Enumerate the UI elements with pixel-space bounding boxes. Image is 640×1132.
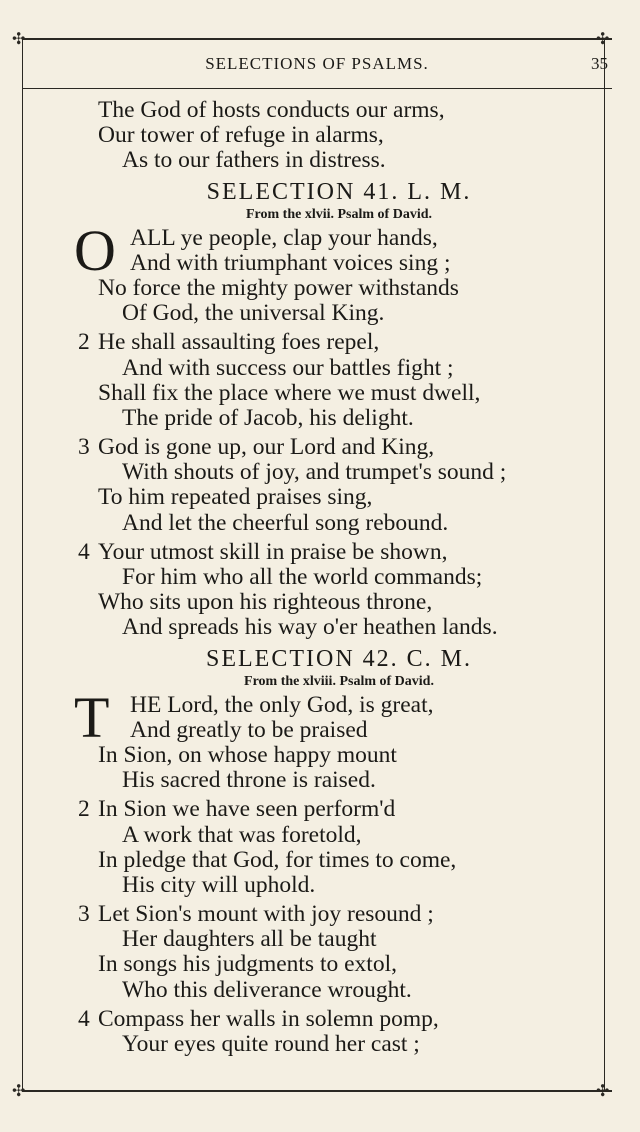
verse-number: 4 bbox=[78, 538, 90, 565]
verse-line: 2 He shall assaulting foes repel, bbox=[78, 329, 380, 356]
verse-line: His city will uphold. bbox=[122, 871, 316, 898]
verse-line: Her daughters all be taught bbox=[122, 926, 377, 953]
verse-line: No force the mighty power withstands bbox=[98, 274, 459, 301]
verse-number: 4 bbox=[78, 1005, 90, 1032]
page-header bbox=[22, 54, 612, 80]
verse-line: For him who all the world commands; bbox=[122, 564, 483, 590]
stanza bbox=[74, 217, 618, 327]
verse-line: HE Lord, the only God, is great, bbox=[130, 691, 434, 718]
stanza bbox=[74, 684, 618, 794]
verse-number: 3 bbox=[78, 901, 90, 928]
bottom-border-rule bbox=[22, 1090, 612, 1092]
header-divider-rule bbox=[22, 88, 612, 89]
selection-source: From the xlviii. Psalm of David. bbox=[244, 673, 434, 689]
selection-title: SELECTION 42. C. M. bbox=[206, 645, 472, 672]
verse-line: The pride of Jacob, his delight. bbox=[122, 404, 414, 431]
selection-source: From the xlvii. Psalm of David. bbox=[245, 206, 432, 222]
verse-line: With shouts of joy, and trumpet's sound ; bbox=[122, 459, 507, 486]
verse-number: 3 bbox=[78, 434, 90, 461]
running-title: SELECTIONS OF PSALMS. bbox=[205, 54, 429, 73]
left-border-rule bbox=[22, 38, 23, 1090]
verse-line: 2 In Sion we have seen perform'd bbox=[78, 796, 396, 823]
verse-line: His sacred throne is raised. bbox=[122, 767, 376, 794]
verse-line: 4 Compass her walls in solemn pomp, bbox=[78, 1005, 439, 1032]
page-number: 35 bbox=[591, 54, 608, 73]
drop-cap: T bbox=[74, 684, 110, 750]
corner-ornament-icon: ✣ bbox=[12, 29, 26, 48]
verse-line: And let the cheerful song rebound. bbox=[122, 509, 449, 536]
stanza bbox=[78, 540, 618, 641]
drop-cap: O bbox=[74, 217, 116, 283]
verse-line: Who sits upon his righteous throne, bbox=[98, 589, 433, 616]
corner-ornament-icon: ✣ bbox=[596, 29, 610, 48]
stanza bbox=[78, 435, 618, 536]
verse-line: To him repeated praises sing, bbox=[98, 484, 373, 511]
verse-line: Of God, the universal King. bbox=[122, 300, 385, 327]
verse-line: Shall fix the place where we must dwell, bbox=[98, 379, 481, 406]
verse-line: The God of hosts conducts our arms, bbox=[98, 97, 445, 123]
selection-title: SELECTION 41. L. M. bbox=[206, 178, 472, 205]
stanza bbox=[78, 330, 618, 431]
verse-line: And with success our battles fight ; bbox=[122, 354, 454, 381]
continued-stanza bbox=[78, 98, 618, 174]
verse-line: Our tower of refuge in alarms, bbox=[98, 122, 384, 149]
verse-line: And with triumphant voices sing ; bbox=[130, 249, 451, 276]
corner-ornament-icon: ✣ bbox=[596, 1081, 610, 1100]
verse-line: 4 Your utmost skill in praise be shown, bbox=[78, 538, 448, 565]
corner-ornament-icon: ✣ bbox=[12, 1081, 26, 1100]
verse-line: And spreads his way o'er heathen lands. bbox=[122, 614, 498, 641]
verse-line: In pledge that God, for times to come, bbox=[98, 846, 457, 873]
verse-line: 3 Let Sion's mount with joy resound ; bbox=[78, 901, 434, 928]
stanza bbox=[78, 797, 618, 898]
verse-line: ALL ye people, clap your hands, bbox=[130, 224, 438, 251]
verse-number: 2 bbox=[78, 329, 90, 356]
verse-line: In songs his judgments to extol, bbox=[98, 951, 397, 978]
verse-line: 3 God is gone up, our Lord and King, bbox=[78, 434, 435, 461]
verse-number: 2 bbox=[78, 796, 90, 823]
verse-line: A work that was foretold, bbox=[122, 821, 362, 848]
top-border-rule bbox=[22, 38, 612, 40]
verse-line: As to our fathers in distress. bbox=[122, 147, 386, 174]
verse-line: In Sion, on whose happy mount bbox=[98, 741, 397, 768]
verse-line: Who this deliverance wrought. bbox=[122, 976, 412, 1003]
verse-line: Your eyes quite round her cast ; bbox=[122, 1031, 420, 1057]
page-body bbox=[74, 97, 618, 1061]
stanza bbox=[78, 1007, 618, 1057]
verse-line: And greatly to be praised bbox=[130, 716, 368, 743]
stanza bbox=[78, 902, 618, 1003]
